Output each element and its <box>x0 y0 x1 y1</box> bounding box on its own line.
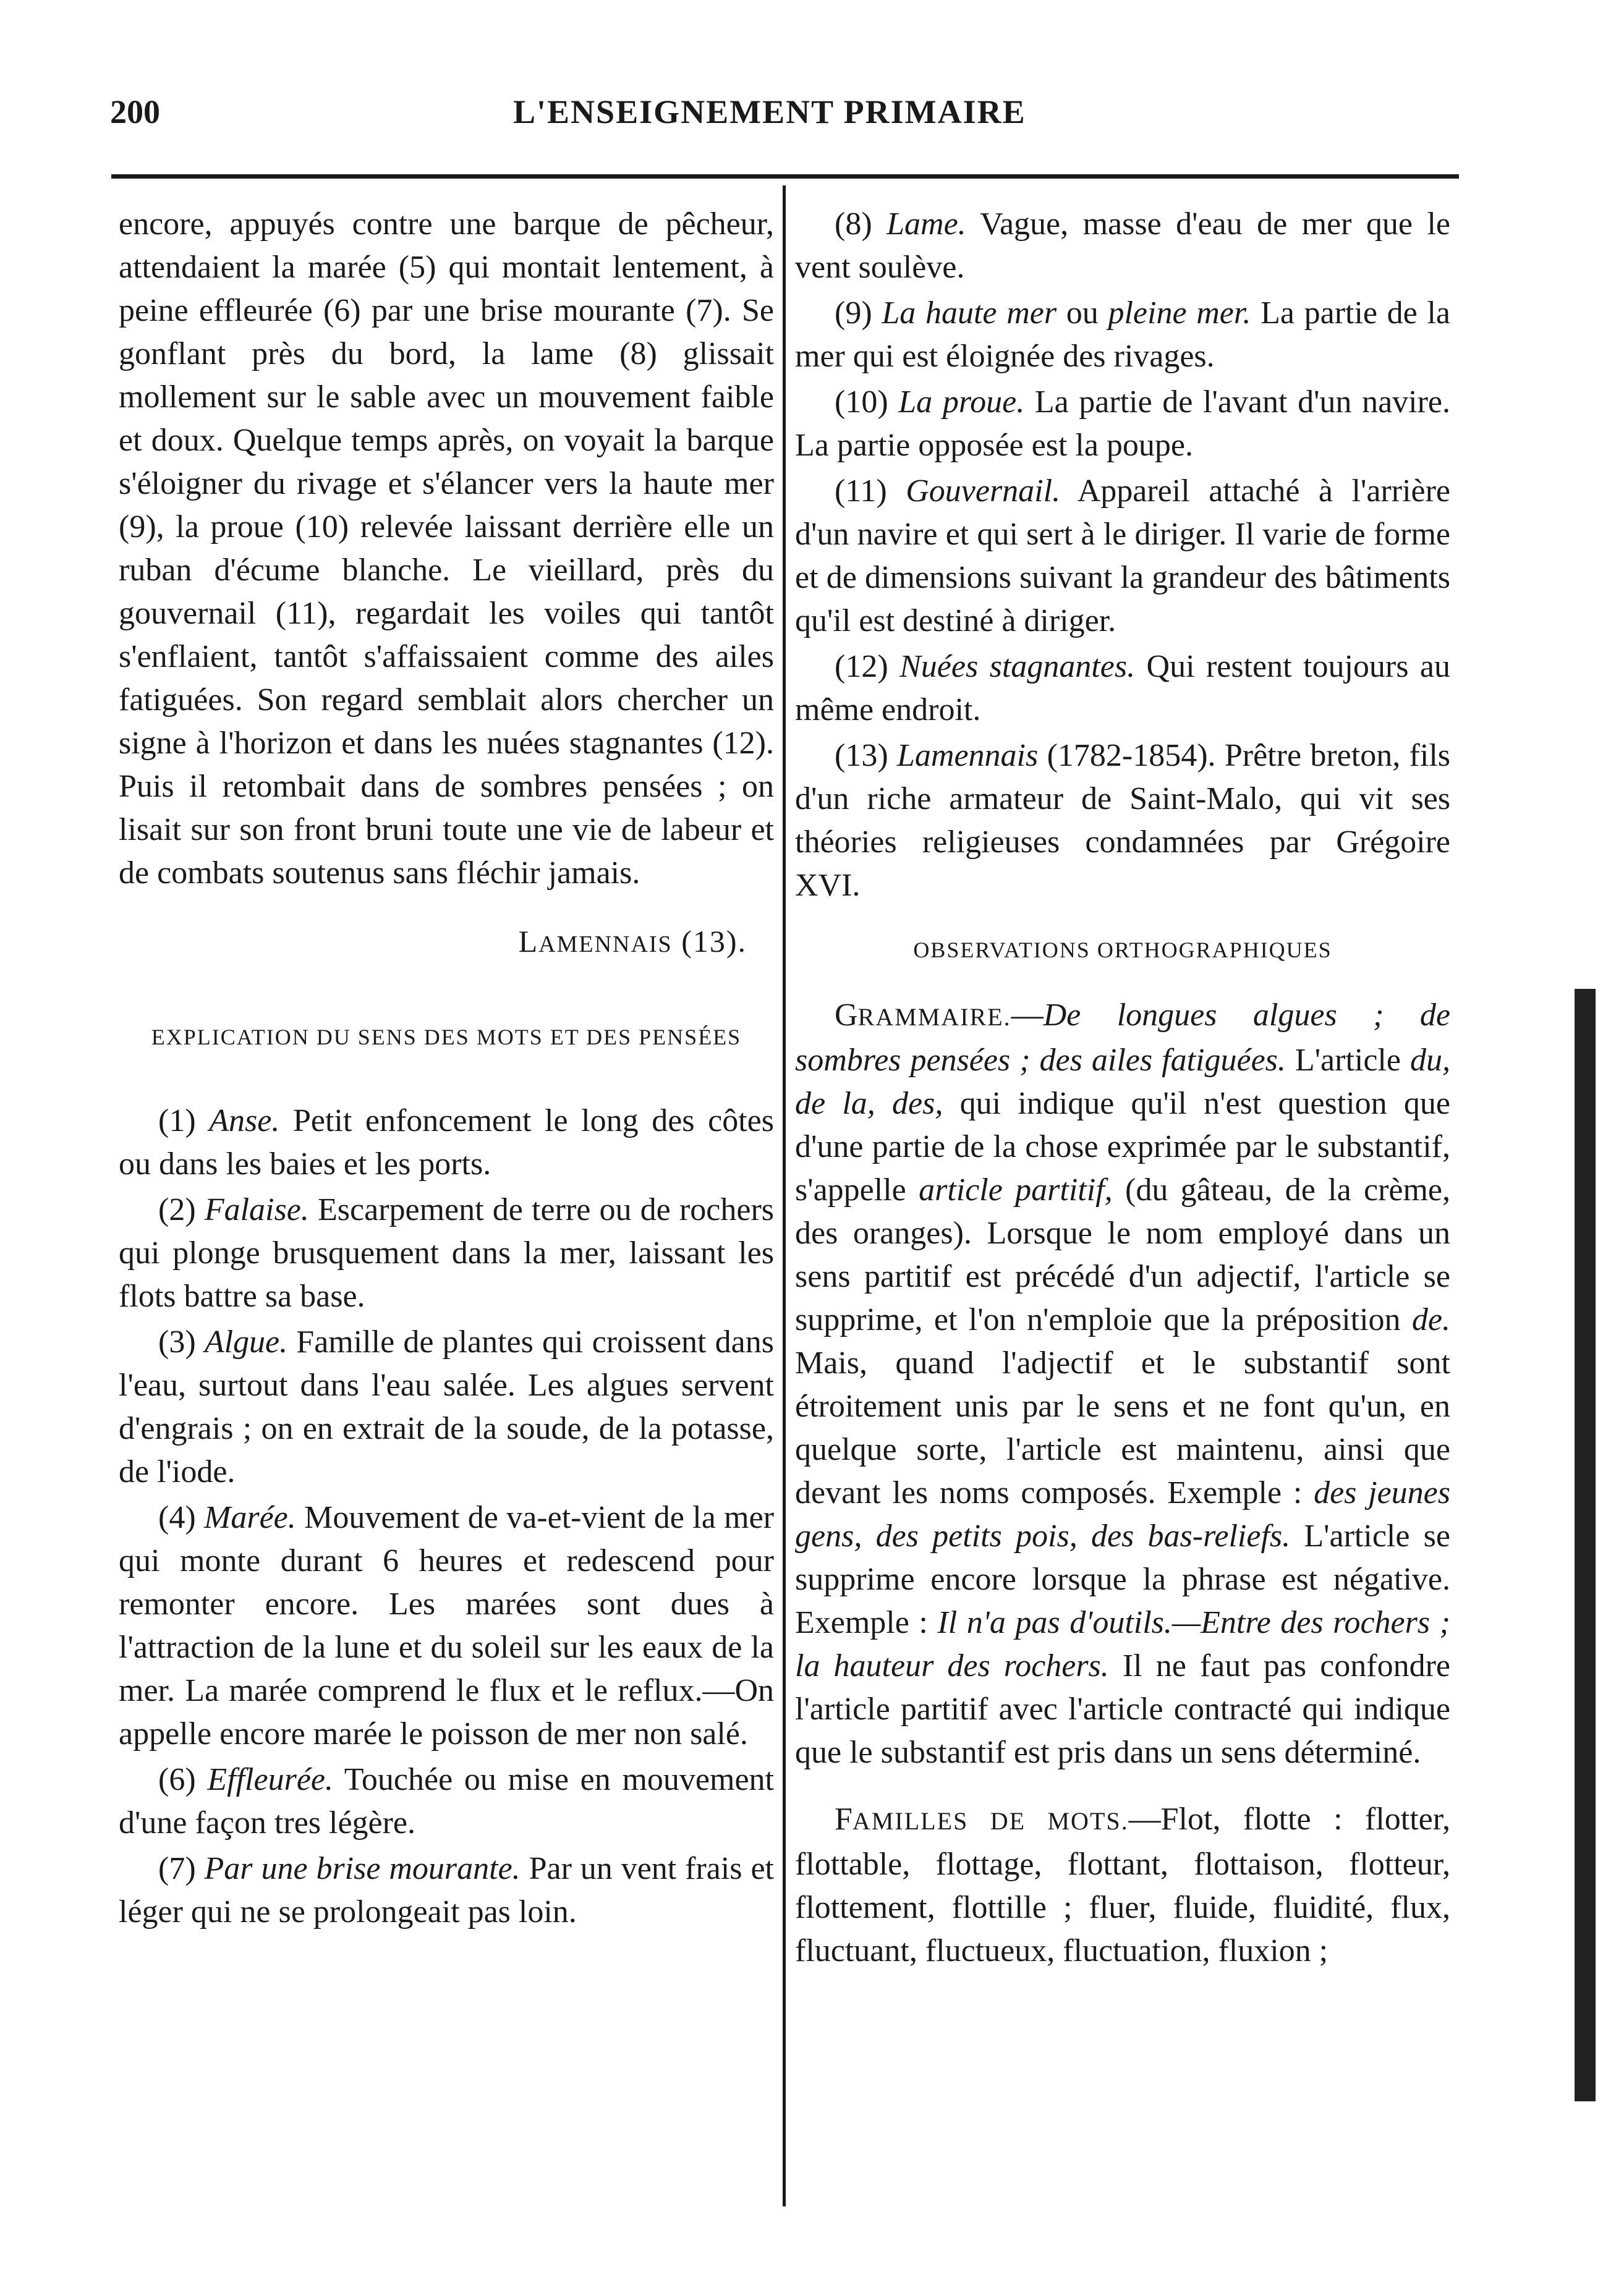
note-term-2: pleine mer. <box>1108 295 1251 331</box>
note-number: (2) <box>158 1192 205 1227</box>
grammaire-label-initial: G <box>835 998 858 1033</box>
note-term: Falaise. <box>204 1192 309 1227</box>
note-number: (6) <box>158 1762 208 1797</box>
explication-title: EXPLICATION DU SENS DES MOTS ET DES PENSÉES <box>151 1025 742 1049</box>
grammaire-dash: — <box>1011 998 1044 1033</box>
familles-label-initial: F <box>835 1802 853 1837</box>
note-12 <box>795 645 1450 732</box>
author-suffix: (13). <box>672 924 747 959</box>
running-title: L'ENSEIGNEMENT PRIMAIRE <box>513 93 1026 130</box>
note-text: La partie de l'avant d'un navire. La partie opposée est la poupe. <box>795 384 1450 463</box>
note-term: Lamennais <box>896 738 1039 773</box>
note-13 <box>795 734 1450 907</box>
body-text: L'article se supprime encore lorsque la phrase est négative. Exemple : <box>795 1519 1450 1640</box>
note-number: (13) <box>835 738 897 773</box>
note-number: (4) <box>158 1500 205 1535</box>
body-text: qui indique qu'il n'est question que d'une partie de la chose exprimée par le substantif, s'appelle <box>795 1086 1451 1208</box>
note-term: La proue. <box>898 384 1025 420</box>
header-rule <box>111 174 1459 179</box>
note-term: Anse. <box>209 1103 280 1138</box>
example-text: Il n'a pas d'outils.—Entre des rochers ; la hauteur des rochers. <box>795 1605 1450 1684</box>
familles-label: AMILLES DE MOTS. <box>852 1807 1129 1835</box>
body-text: Il ne faut pas confondre l'article partitif avec l'article contracté qui indique que le substantif est pris dans un sens déterminé. <box>795 1648 1451 1770</box>
note-text: Touchée ou mise en mouvement d'une façon tres légère. <box>119 1762 774 1841</box>
note-term: Marée. <box>204 1500 296 1535</box>
note-term: La haute mer <box>882 295 1057 331</box>
note-4 <box>119 1496 774 1756</box>
note-3 <box>119 1321 774 1494</box>
note-number: (1) <box>158 1103 210 1138</box>
column-divider <box>783 185 786 2206</box>
body-text: L'article <box>1285 1043 1410 1078</box>
note-10 <box>795 381 1450 467</box>
note-9 <box>795 292 1450 378</box>
note-term: Par une brise mourante. <box>204 1851 521 1886</box>
observations-title: OBSERVATIONS ORTHOGRAPHIQUES <box>913 938 1332 962</box>
author-rest: AMENNAIS <box>538 931 673 957</box>
page-number: 200 <box>110 93 160 130</box>
familles-paragraph <box>795 1798 1450 1973</box>
right-column <box>795 203 1450 1973</box>
note-text: Petit enfoncement le long des côtes ou dans les baies et les ports. <box>119 1103 774 1182</box>
note-number: (7) <box>158 1851 205 1886</box>
note-text: Vague, masse d'eau de mer que le vent soulève. <box>795 206 1450 285</box>
note-term: Lame. <box>887 206 966 242</box>
body-text: Mais, quand l'adjectif et le substantif sont étroitement unis par le sens et ne font qu'un, en quelque sorte, l'article est maintenu, ainsi que devant les noms composés. Exemple : <box>795 1345 1450 1510</box>
note-text: (1782-1854). Prêtre breton, fils d'un riche armateur de Saint-Malo, qui vit ses théories religieuses condamnées par Grégoire XVI. <box>795 738 1450 903</box>
note-number: (12) <box>835 649 900 684</box>
note-8 <box>795 203 1450 289</box>
grammaire-label: RAMMAIRE. <box>857 1003 1011 1031</box>
author-initial: L <box>518 924 539 959</box>
left-column <box>119 203 774 1934</box>
note-number: (11) <box>835 473 906 509</box>
note-text: La partie de la mer qui est éloignée des rivages. <box>795 295 1450 374</box>
note-number: (10) <box>835 384 899 420</box>
example-text: des jeunes gens, des petits pois, des bas-reliefs. <box>795 1475 1450 1554</box>
grammaire-paragraph <box>795 994 1450 1774</box>
note-text: Appareil attaché à l'arrière d'un navire et qui sert à le diriger. Il varie de forme et de dimensions suivant la grandeur des bâtiments qu'il est destiné à diriger. <box>795 473 1450 638</box>
familles-text: —Flot, flotte : flotter, flottable, flottage, flottant, flottaison, flotteur, flottement, flottille ; fluer, fluide, fluidité, flux, fluctuant, fluctueux, fluctuation, fluxion ; <box>795 1802 1450 1968</box>
passage-text: encore, appuyés contre une barque de pêcheur, attendaient la marée (5) qui montait lentement, à peine effleurée (6) par une brise mourante (7). Se gonflant près du bord, la lame (8) glissait mollement sur le sable avec un mouvement faible et doux. Quelque temps après, on voyait la barque s'éloigner du rivage et s'élancer vers la haute mer (9), la proue (10) relevée laissant derrière elle un ruban d'écume blanche. Le vieillard, près du gouvernail (11), regardait les voiles qui tantôt s'enflaient, tantôt s'affaissaient comme des ailes fatiguées. Son regard semblait alors chercher un signe à l'horizon et dans les nuées stagnantes (12). Puis il retombait dans de sombres pensées ; on lisait sur son front bruni toute une vie de labeur et de combats soutenus sans fléchir jamais. <box>119 206 774 891</box>
example-text: de. <box>1411 1302 1450 1337</box>
note-number: (3) <box>158 1324 205 1360</box>
note-2 <box>119 1188 774 1318</box>
note-term: Effleurée. <box>207 1762 333 1797</box>
body-text: (du gâteau, de la crème, des oranges). Lorsque le nom employé dans un sens partitif est précédé d'un adjectif, l'article se supprime, et l'on n'emploie que la préposition <box>795 1172 1450 1337</box>
note-7 <box>119 1847 774 1934</box>
note-term: Nuées stagnantes. <box>899 649 1136 684</box>
note-11 <box>795 470 1450 643</box>
example-text: du, de la, des, <box>795 1043 1450 1121</box>
note-number: (9) <box>835 295 882 331</box>
note-term: Algue. <box>204 1324 288 1360</box>
example-text: De longues algues ; de sombres pensées ; des ailes fatiguées. <box>795 998 1450 1078</box>
note-term: Gouvernail. <box>906 473 1061 509</box>
example-text: article partitif, <box>919 1172 1113 1208</box>
page-edge-mark <box>1575 989 1596 2101</box>
note-joiner: ou <box>1057 295 1108 331</box>
note-6 <box>119 1758 774 1845</box>
note-text: Famille de plantes qui croissent dans l'eau, surtout dans l'eau salée. Les algues servent d'engrais ; on en extrait de la soude, de la potasse, de l'iode. <box>119 1324 774 1489</box>
note-text: Escarpement de terre ou de rochers qui plonge brusquement dans la mer, laissant les flots battre sa base. <box>119 1192 774 1314</box>
note-1 <box>119 1099 774 1186</box>
note-text: Par un vent frais et léger qui ne se prolongeait pas loin. <box>119 1851 774 1930</box>
note-text: Mouvement de va-et-vient de la mer qui monte durant 6 heures et redescend pour remonter encore. Les marées sont dues à l'attraction de la lune et du soleil sur les eaux de la mer. La marée comprend le flux et le reflux.—On appelle encore marée le poisson de mer non salé. <box>119 1500 774 1752</box>
author-signature <box>119 920 747 966</box>
note-number: (8) <box>835 206 887 242</box>
note-text: Qui restent toujours au même endroit. <box>795 649 1451 727</box>
